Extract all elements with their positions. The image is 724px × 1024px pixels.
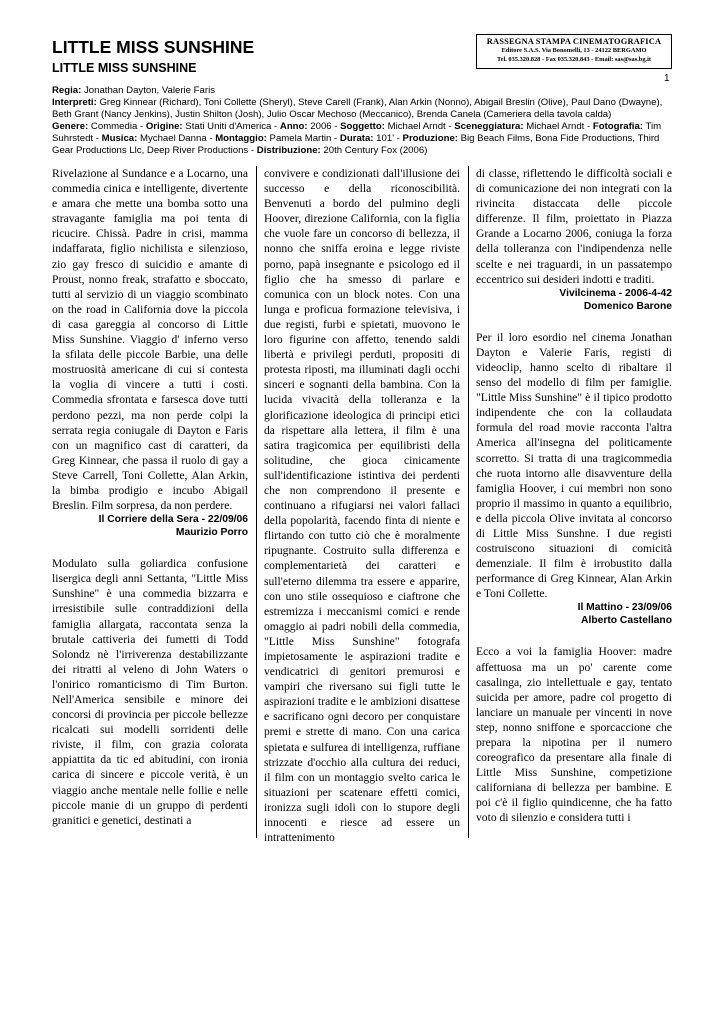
review-text: Per il loro esordio nel cinema Jonathan Dayton e Valerie Faris, registi di videoclip, hanno scelto di ribaltare il senso del modello di film per famiglie. "Little Miss Sunshine" è il tipico prodotto indipendente che con la collaudata formula del road movie racconta l'altra America all'insegna del politicamente scorretto. Si tratta di una tragicommedia che ruota intorno alle disavventure della famiglia Hoover, i cui membri non sono proprio il massimo in quanto a equilibrio, e della piccola Olive invitata al concorso di Little Miss Sunshne. I due registi costruiscono situazioni di comicità demenziale. Il film è irrobustito dalla performance di Greg Kinnear, Alan Arkin e Toni Collette.: [476, 330, 672, 601]
review-1: [52, 166, 248, 539]
soggetto-value: Michael Arndt -: [384, 120, 455, 132]
musica-value: Mychael Danna -: [137, 132, 216, 144]
montaggio-value: Pamela Martin -: [266, 132, 340, 144]
publisher-box: [476, 34, 672, 69]
durata-value: 101' -: [373, 132, 403, 144]
musica-label: Musica:: [101, 132, 138, 144]
column-3: [476, 166, 672, 843]
soggetto-label: Soggetto:: [340, 120, 385, 132]
review-author: Maurizio Porro: [175, 527, 248, 539]
page-subtitle: LITTLE MISS SUNSHINE: [52, 61, 197, 75]
distribuzione-value: 20th Century Fox (2006): [320, 144, 428, 156]
produzione-label: Produzione:: [402, 132, 458, 144]
sceneggiatura-label: Sceneggiatura:: [454, 120, 524, 132]
review-text: Modulato sulla goliardica confusione lisergica degli anni Settanta, "Little Miss Sunshine" è una commedia bizzarra e irresistibile sulle contraddizioni della famiglia allargata, raccontata senza la brutale cattiveria dei fumetti di Todd Solondz nè l'irriverenza destabilizzante dei ritratti al veleno di John Waters o l'onirico romanticismo di Tim Burton. Nell'America sensibile e minore dei concorsi di provincia per piccole bellezze ricalcati sui modelli sorridenti delle riviste, il film, con grazia colorata appiattita da tic ed abitudini, con ironia carica di sincere e piccole verità, è un viaggio anche mentale nelle follie e nelle piccole manie di un gruppo di perdenti granitici e genetici, destinati a: [52, 557, 248, 827]
review-author: Domenico Barone: [583, 300, 672, 312]
review-2-start: [52, 556, 248, 828]
distribuzione-label: Distribuzione:: [256, 144, 321, 156]
review-source: Il Corriere della Sera - 22/09/06: [98, 514, 248, 526]
review-text-continued: di classe, riflettendo le difficoltà sociali e di comunicazione dei non integrati con la rivincita distaccata delle piccole differenze. Il film, proiettato in Piazza Grande a Locarno 2006, coniuga la forza della tolleranza con l'indipendenza nelle scelte e nei traguardi, in un passatempo eccentrico sui desideri indotti e traditi.: [476, 167, 672, 286]
produzione-value: Big Beach Films, Bona Fide Productions, Third Gear Productions Llc, Deep River Productions -: [52, 132, 660, 156]
genere-label: Genere:: [52, 120, 89, 132]
publisher-name: RASSEGNA STAMPA CINEMATOGRAFICA: [486, 37, 662, 46]
durata-label: Durata:: [339, 132, 374, 144]
publisher-contacts: Tel. 035.320.828 - Fax 035.320.843 - Email: sas@sas.bg.it: [496, 55, 652, 63]
review-text: Ecco a voi la famiglia Hoover: madre affettuosa ma un po' carente come casalinga, zio intellettuale e gay, tentato suicida per amore, padre col progetto di lanciare un manuale per vincenti in nove step, nonno sniffone e sporcaccione che prepara la nipotina per il numero coreografico da presentare alla finale di Little Miss Sunshine, competizione californiana di bellezza per bambine. E poi c'è il figlio quindicenne, che ha fatto voto di silenzio e considera tutti i: [476, 645, 672, 825]
credits-regia: [52, 85, 674, 97]
column-divider: [256, 166, 257, 838]
interpreti-value: Greg Kinnear (Richard), Toni Collette (Sheryl), Steve Carell (Frank), Alan Arkin (Nonno), Abigail Breslin (Olive), Paul Dano (Dwayne), Beth Grant (Nancy Jenkins), Justin Shilton (Josh), Julio Oscar Mechoso (Meccanico), Brenda Canela (Cameriera della tavola calda): [52, 96, 663, 120]
column-divider: [468, 166, 469, 838]
page-number: 1: [664, 73, 670, 84]
review-2-end: [476, 166, 672, 313]
review-source: Il Mattino - 23/09/06: [577, 602, 672, 614]
column-1: [52, 166, 248, 845]
origine-value: Stati Uniti d'America -: [182, 120, 280, 132]
review-text-continued: convivere e condizionati dall'illusione dei successo e della riconoscibilità. Benvenuti a bordo del pulmino degli Hoover, direzione California, con la figlia che vuole fare un concorso di bellezza, il nonno che sniffa eroina e legge riviste porno, papà insegnante e psicologo ed il figlio che ha smesso di parlare e comunica con un block notes. Con una lunga e proficua formazione televisiva, i due registi, furbi e spietati, muovono le loro figurine con affetto, tenendo saldi libertà e privilegi perduti, propositi di protesta riposti, ma illuminati dagli occhi sinceri e sognanti della bambina. Con la lucida vivacità della tolleranza e la glorificazione ideologica di principi etici da rispettare alla lettera, il film è una satira tragicomica per equilibristi della solitudine, che gioca cinicamente sull'identificazione istintiva dei perdenti che non comprendono il presente e continuano a rifugiarsi nei valori fallaci della popolarità, facendo finta di niente e flirtando con tutto ciò che è moralmente ripugnante. Costruito sulla differenza e complementarietà dei caratteri e sull'eterno dilemma tra essere e apparire, con uno stile ossequioso e ciaftrone che estremizza i meccanismi comici e rende omaggio ai padri nobili della commedia, "Little Miss Sunshine" fotografa impietosamente le aspirazioni tradite e vendicatrici di genitori premurosi e vampiri che riversano sui figli tutte le aspirazioni tradite e le ambizioni disattese e sacrificano ogni decoro per conquistare premi e strette di mano. Con una carica spietata e sulfurea di intelligenza, ruffiane strizzate d'occhio alla cultura dei reduci, il film con un montaggio svelto carica le situazioni per scatenare effetti comici, ironizza sugli idoli con lo stupore degli innocenti e riesce ad essere un intrattenimento: [264, 167, 460, 845]
publisher-address: Editore S.A.S. Via Bonomelli, 13 - 24122 BERGAMO: [501, 47, 647, 54]
montaggio-label: Montaggio:: [215, 132, 267, 144]
anno-label: Anno:: [279, 120, 308, 132]
sceneggiatura-value: Michael Arndt -: [523, 120, 593, 132]
interpreti-label: Interpreti:: [52, 96, 97, 108]
regia-value: Jonathan Dayton, Valerie Faris: [81, 85, 215, 96]
review-4: [476, 644, 672, 825]
fotografia-label: Fotografia:: [592, 120, 643, 132]
review-author: Alberto Castellano: [581, 615, 672, 627]
anno-value: 2006 -: [307, 120, 341, 132]
review-text: Rivelazione al Sundance e a Locarno, una commedia cinica e intelligente, divertente e amara che mette una bomba sotto una stravagante famiglia ma poi tenta di ricucire. Chissà. Padre in crisi, mamma indaffarata, figlio nichilista e silenzioso, zio gay fresco di suicidio e amante di Proust, nonno freak, strafatto e sboccato, tutti al servizio di un viaggio scombinato on the road in California dove la piccola di casa gareggia al concorso di Little Miss Sunshine. Viaggio d' inferno verso la sfilata delle piccole Barbie, una delle mostruosità americane di cui si contesta la voglia di vincere a tutti i costi. Commedia sfrontata e farsesca dove tutti perdono pezzi, ma non perde colpi la serrata regia coniugale di Dayton e Faris con un magnifico cast di caratteri, da Greg Kinnear, che passa il ruolo di gay a Steve Carrell, Toni Collette, Alan Arkin, la bimba prodigio e incubo Abigail Breslin. Film sorpresa, da non perdere.: [52, 167, 248, 513]
title-block: [52, 38, 472, 76]
column-2: [264, 166, 460, 845]
film-credits: [52, 85, 674, 156]
review-source: Vivilcinema - 2006-4-42: [559, 287, 672, 299]
origine-label: Origine:: [145, 120, 183, 132]
page-title: LITTLE MISS SUNSHINE: [52, 37, 255, 57]
fotografia-value: Tim Suhrstedt -: [52, 120, 662, 144]
credits-details: [52, 121, 674, 157]
regia-label: Regia:: [52, 85, 82, 96]
genere-value: Commedia -: [88, 120, 146, 132]
review-3: [476, 330, 672, 628]
credits-interpreti: [52, 97, 674, 121]
